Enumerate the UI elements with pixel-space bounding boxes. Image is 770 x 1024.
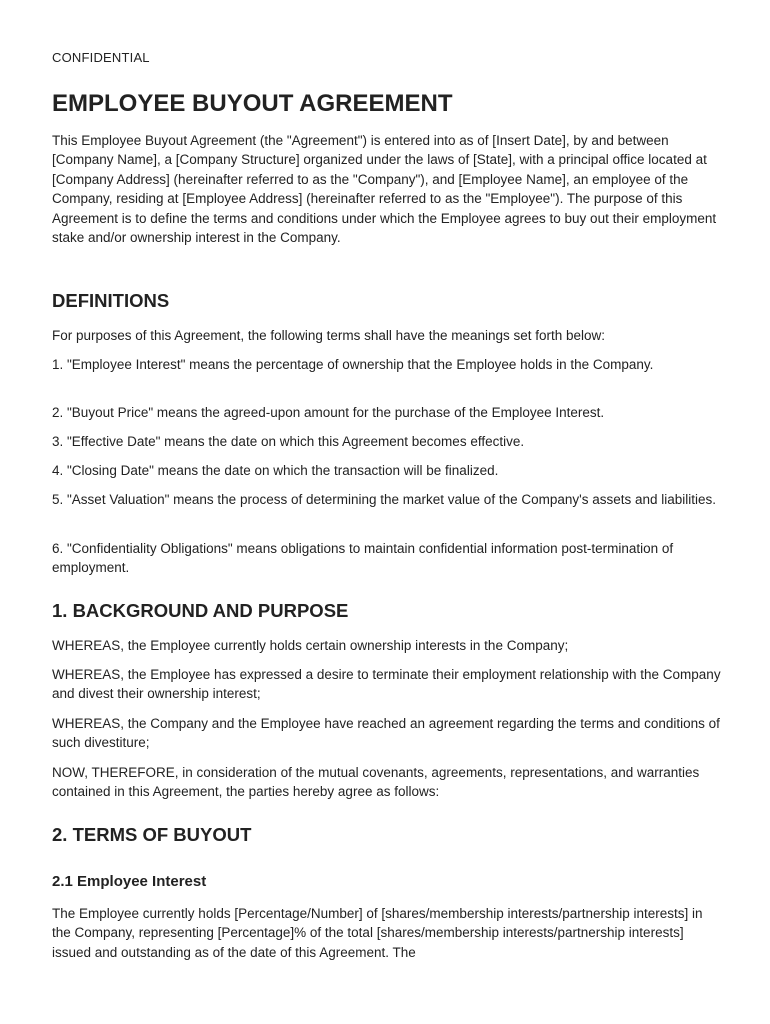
employee-interest-paragraph: The Employee currently holds [Percentage/Number] of [shares/membership interests/partnership interests] in the Company, representing [Percentage]% of the total [shares/membership interests/partnership interests] issued and outstanding as of the date of this Agreement. The xyxy=(52,906,703,960)
definitions-lead: For purposes of this Agreement, the following terms shall have the meanings set forth below: xyxy=(52,328,606,343)
intro-paragraph: This Employee Buyout Agreement (the "Agreement") is entered into as of [Insert Date], by and between [Company Name], a [Company Structure] organized under the laws of [State], with a principal office located at [Company Address] (hereinafter referred to as the "Company"), and [Employee Name], an employee of the Company, residing at [Employee Address] (hereinafter referred to as the "Employee"). The purpose of this Agreement is to define the terms and conditions under which the Employee agrees to buy out their employment stake and/or ownership interest in the Company. xyxy=(52,133,717,246)
background-paragraph: NOW, THEREFORE, in consideration of the mutual covenants, agreements, representations, and warranties contained in this Agreement, the parties hereby agree as follows: xyxy=(52,765,700,800)
definition-item: 6. "Confidentiality Obligations" means obligations to maintain confidential information post-termination of employment. xyxy=(52,541,674,576)
definition-item: 2. "Buyout Price" means the agreed-upon amount for the purchase of the Employee Interest. xyxy=(52,405,605,420)
background-paragraph: WHEREAS, the Employee currently holds certain ownership interests in the Company; xyxy=(52,638,569,653)
terms-heading: 2. TERMS OF BUYOUT xyxy=(52,824,252,845)
background-heading: 1. BACKGROUND AND PURPOSE xyxy=(52,600,349,621)
background-paragraph: WHEREAS, the Employee has expressed a desire to terminate their employment relationship with the Company and divest their ownership interest; xyxy=(52,667,721,702)
definition-item: 1. "Employee Interest" means the percentage of ownership that the Employee holds in the Company. xyxy=(52,357,654,372)
employee-interest-subheading: 2.1 Employee Interest xyxy=(52,873,207,890)
document-title: EMPLOYEE BUYOUT AGREEMENT xyxy=(52,90,453,117)
definitions-heading: DEFINITIONS xyxy=(52,290,170,311)
definition-item: 4. "Closing Date" means the date on which the transaction will be finalized. xyxy=(52,463,499,478)
definition-item: 5. "Asset Valuation" means the process of determining the market value of the Company's assets and liabilities. xyxy=(52,492,717,507)
confidential-label: CONFIDENTIAL xyxy=(52,50,150,65)
definition-item: 3. "Effective Date" means the date on which this Agreement becomes effective. xyxy=(52,434,525,449)
background-paragraph: WHEREAS, the Company and the Employee have reached an agreement regarding the terms and conditions of such divestiture; xyxy=(52,716,720,751)
